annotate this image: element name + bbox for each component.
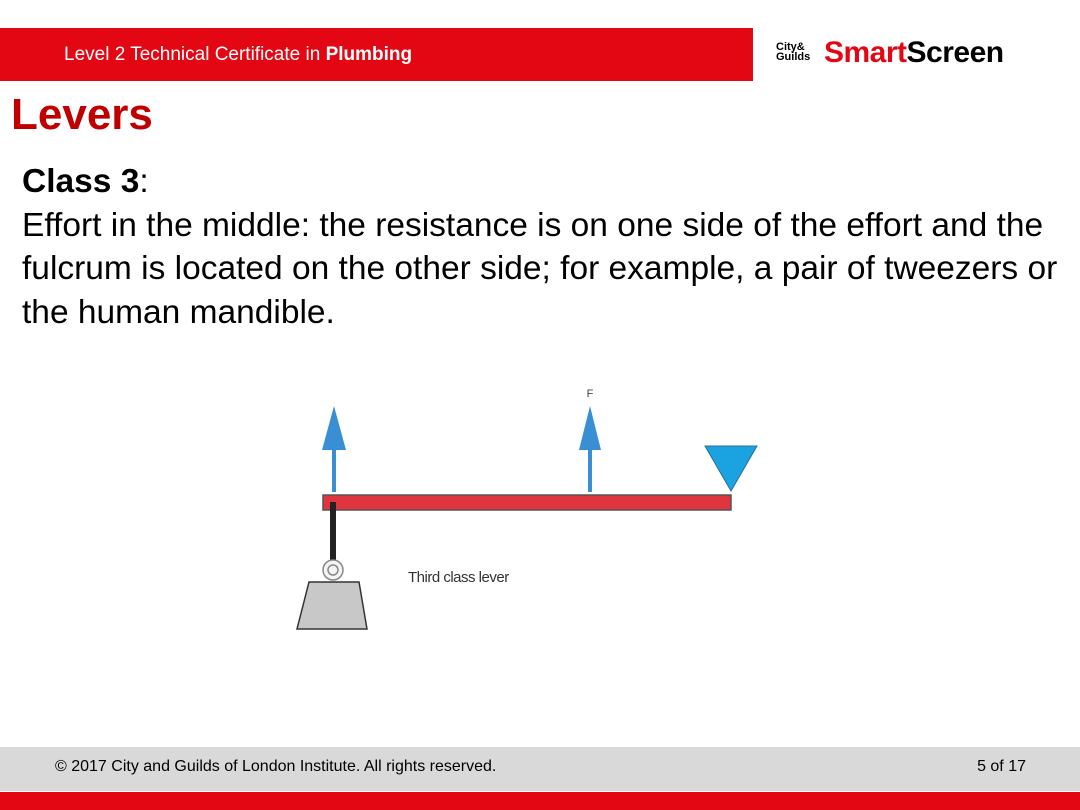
logo-brand-screen: Screen xyxy=(906,36,1004,69)
load-arrow-icon xyxy=(322,406,346,492)
third-class-lever-diagram xyxy=(290,380,790,640)
copyright-notice: © 2017 City and Guilds of London Institute. All rights reserved. xyxy=(55,758,497,775)
course-title xyxy=(64,44,412,66)
effort-arrow-icon xyxy=(579,406,601,492)
page-number: 5 of 17 xyxy=(977,758,1026,775)
city-and-guilds-smartscreen-logo xyxy=(776,36,1026,76)
smartscreen-wordmark xyxy=(824,36,1004,70)
slide-title: Levers xyxy=(11,90,153,139)
bottom-accent-bar xyxy=(0,792,1080,810)
fulcrum-icon xyxy=(705,446,757,491)
weight-ring-icon xyxy=(323,560,343,580)
course-title-prefix: Level 2 Technical Certificate in xyxy=(64,44,326,65)
city-and-guilds-wordmark xyxy=(776,42,810,62)
logo-small-line2: Guilds xyxy=(776,51,811,63)
logo-brand-smart: Smart xyxy=(824,36,907,69)
class-description: Effort in the middle: the resistance is on one side of the effort and the fulcrum is located on the other side; for example, a pair of tweezers or the human mandible. xyxy=(22,206,1058,331)
class-colon: : xyxy=(139,163,149,200)
diagram-caption: Third class lever xyxy=(408,569,509,586)
weight-icon xyxy=(297,582,367,629)
class-label: Class 3 xyxy=(22,163,140,200)
logo-small-line1: City& xyxy=(776,41,805,53)
slide-body xyxy=(22,160,1067,334)
lever-bar xyxy=(323,495,731,510)
force-label: F xyxy=(586,388,594,400)
course-title-subject: Plumbing xyxy=(325,44,413,65)
